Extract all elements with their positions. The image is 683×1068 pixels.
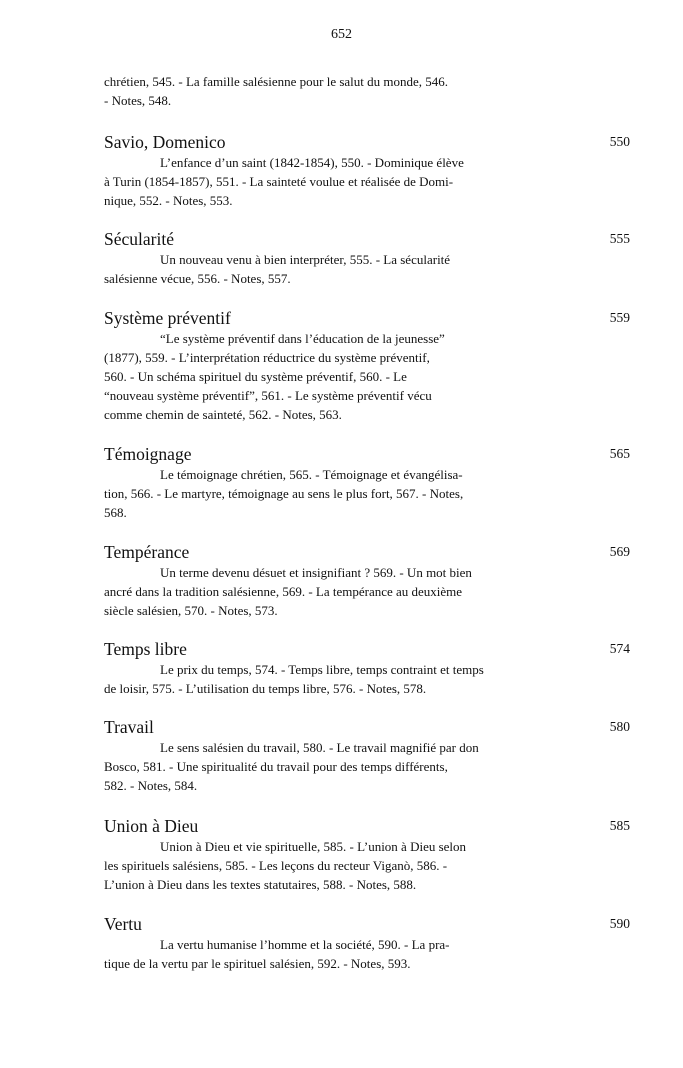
- text-line: Union à Dieu et vie spirituelle, 585. - L’union à Dieu selon: [160, 839, 467, 854]
- text-line: siècle salésien, 570. - Notes, 573.: [104, 603, 278, 618]
- text-line: à Turin (1854-1857), 551. - La sainteté voulue et réalisée de Domi-: [104, 174, 454, 189]
- entry-description: [104, 250, 566, 288]
- entry-page-number: 569: [609, 544, 630, 559]
- text-line: La vertu humanise l’homme et la société, 590. - La pra-: [160, 937, 450, 952]
- text-line: chrétien, 545. - La famille salésienne pour le salut du monde, 546.: [104, 74, 449, 89]
- text-line: Un nouveau venu à bien interpréter, 555. - La sécularité: [160, 252, 451, 267]
- index-entry: [104, 913, 630, 973]
- entry-description: [104, 660, 566, 698]
- text-line: Le prix du temps, 574. - Temps libre, temps contraint et temps: [160, 662, 484, 677]
- text-line: les spirituels salésiens, 585. - Les leçons du recteur Viganò, 586. -: [104, 858, 448, 873]
- index-entry: [104, 443, 630, 522]
- entry-title: Tempérance: [104, 542, 190, 562]
- entry-page-number: 590: [609, 916, 630, 931]
- text-line: tion, 566. - Le martyre, témoignage au sens le plus fort, 567. - Notes,: [104, 486, 464, 501]
- index-entry: [104, 307, 630, 424]
- entry-page-number: 559: [609, 310, 630, 325]
- text-line: Bosco, 581. - Une spiritualité du travail pour des temps différents,: [104, 759, 448, 774]
- entry-title: Travail: [104, 717, 154, 737]
- text-line: L’enfance d’un saint (1842-1854), 550. - Dominique élève: [160, 155, 464, 170]
- entry-title: Témoignage: [104, 444, 192, 464]
- text-line: 560. - Un schéma spirituel du système préventif, 560. - Le: [104, 369, 407, 384]
- text-line: “Le système préventif dans l’éducation de la jeunesse”: [160, 331, 445, 346]
- entry-description: [104, 465, 566, 522]
- continued-entry-text: [104, 72, 574, 110]
- text-line: L’union à Dieu dans les textes statutaires, 588. - Notes, 588.: [104, 877, 417, 892]
- entry-description: [104, 935, 566, 973]
- entry-description: [104, 153, 566, 210]
- text-line: 568.: [104, 505, 127, 520]
- index-entry: [104, 638, 630, 698]
- text-line: 582. - Notes, 584.: [104, 778, 198, 793]
- entry-description: [104, 837, 566, 894]
- entry-page-number: 550: [609, 134, 630, 149]
- entry-title: Savio, Domenico: [104, 132, 226, 152]
- entry-title: Vertu: [104, 914, 142, 934]
- text-line: nique, 552. - Notes, 553.: [104, 193, 233, 208]
- text-line: Un terme devenu désuet et insignifiant ? 569. - Un mot bien: [160, 565, 472, 580]
- entry-title: Sécularité: [104, 229, 174, 249]
- index-entry: [104, 131, 630, 210]
- index-entry: [104, 815, 630, 894]
- index-entry: [104, 541, 630, 620]
- entry-page-number: 585: [609, 818, 630, 833]
- text-line: Le sens salésien du travail, 580. - Le travail magnifié par don: [160, 740, 479, 755]
- entry-page-number: 580: [609, 719, 630, 734]
- text-line: de loisir, 575. - L’utilisation du temps libre, 576. - Notes, 578.: [104, 681, 427, 696]
- entry-title: Temps libre: [104, 639, 187, 659]
- page-number: 652: [331, 27, 352, 42]
- text-line: “nouveau système préventif”, 561. - Le système préventif vécu: [104, 388, 432, 403]
- entry-title: Système préventif: [104, 308, 231, 328]
- entry-description: [104, 329, 566, 424]
- index-entry: [104, 228, 630, 288]
- entry-page-number: 555: [609, 231, 630, 246]
- text-line: (1877), 559. - L’interprétation réductrice du système préventif,: [104, 350, 430, 365]
- text-line: comme chemin de sainteté, 562. - Notes, 563.: [104, 407, 342, 422]
- entry-description: [104, 563, 566, 620]
- text-line: ancré dans la tradition salésienne, 569. - La tempérance au deuxième: [104, 584, 463, 599]
- text-line: tique de la vertu par le spirituel salésien, 592. - Notes, 593.: [104, 956, 411, 971]
- text-line: - Notes, 548.: [104, 93, 172, 108]
- text-line: salésienne vécue, 556. - Notes, 557.: [104, 271, 291, 286]
- entry-title: Union à Dieu: [104, 816, 199, 836]
- entry-page-number: 574: [609, 641, 630, 656]
- text-line: Le témoignage chrétien, 565. - Témoignage et évangélisa-: [160, 467, 463, 482]
- entry-description: [104, 738, 566, 795]
- entry-page-number: 565: [609, 446, 630, 461]
- index-entry: [104, 716, 630, 795]
